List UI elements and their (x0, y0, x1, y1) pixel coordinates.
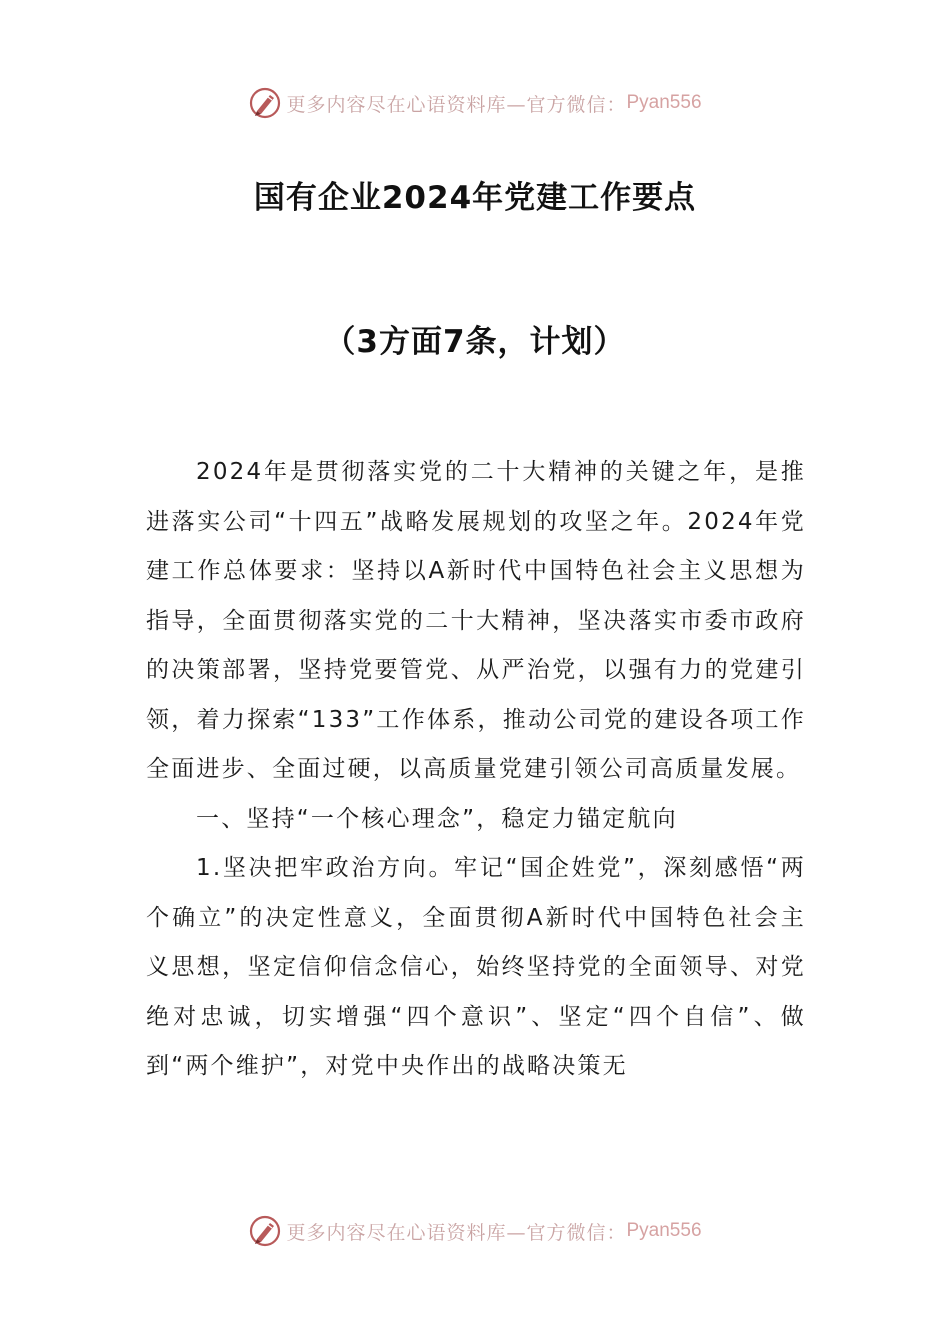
section-heading: 一、坚持“一个核心理念”，稳定力锚定航向 (196, 805, 678, 832)
watermark-text: 更多内容尽在心语资料库—官方微信： (286, 93, 627, 116)
intro-paragraph: 2024年是贯彻落实党的二十大精神的关键之年，是推进落实公司“十四五”战略发展规划的攻坚之年。2024年党建工作总体要求：坚持以A新时代中国特色社会主义思想为指导，全面贯彻落实党的二十大精神，坚决落实市委市政府的决策部署，坚持党要管党、从严治党，以强有力的党建引领，着力探索“133”工作体系，推动公司党的建设各项工作全面进步、全面过硬，以高质量党建引领公司高质量发展。 (146, 459, 806, 782)
document-title: 国有企业2024年党建工作要点 (253, 180, 697, 216)
pen-logo-icon (248, 86, 282, 120)
watermark-wechat-id: Pyan556 (626, 1220, 702, 1241)
document-subtitle: （3方面7条，计划） (324, 324, 626, 360)
pen-logo-icon (248, 1214, 282, 1248)
watermark-header (0, 83, 950, 123)
watermark-wechat-id: Pyan556 (626, 92, 702, 113)
watermark-text: 更多内容尽在心语资料库—官方微信： (286, 1221, 627, 1244)
document-body (146, 448, 806, 1092)
item-paragraph: 1.坚决把牢政治方向。牢记“国企姓党”，深刻感悟“两个确立”的决定性意义，全面贯彻A新时代中国特色社会主义思想，坚定信仰信念信心，始终坚持党的全面领导、对党绝对忠诚，切实增强“四个意识”、坚定“四个自信”、做到“两个维护”，对党中央作出的战略决策无 (146, 855, 806, 1079)
watermark-footer (0, 1211, 950, 1251)
